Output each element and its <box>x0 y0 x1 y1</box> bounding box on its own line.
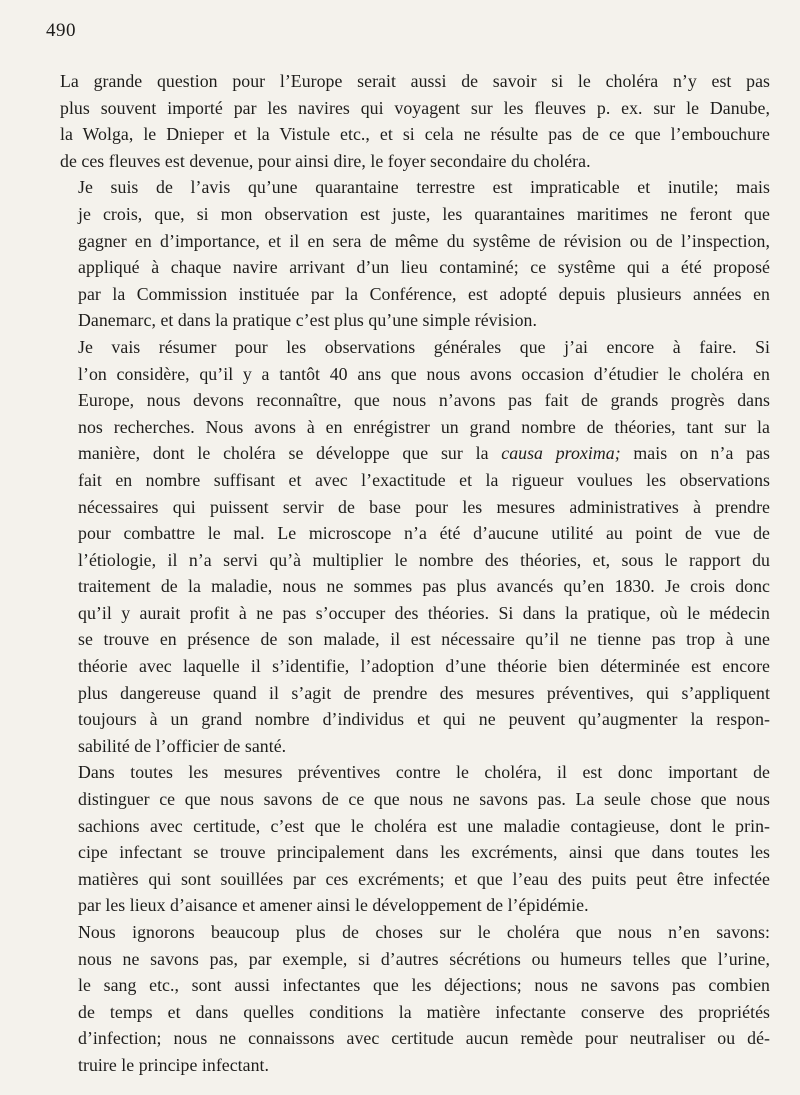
paragraph-5 <box>52 919 770 1079</box>
text-body <box>52 68 770 1079</box>
text-line-with-emphasis <box>52 440 770 467</box>
text-line: La grande question pour l’Europe serait aussi de savoir si le choléra n’y est pas <box>60 71 770 91</box>
page-number: 490 <box>46 20 76 41</box>
text-line: traitement de la maladie, nous ne sommes pas plus avancés qu’en 1830. Je crois donc <box>78 576 770 597</box>
text-line: le sang etc., sont aussi infectantes que les déjections; nous ne savons pas combien <box>78 975 770 996</box>
paragraph-2 <box>52 174 770 334</box>
text-line: l’étiologie, il n’a servi qu’à multiplier le nombre des théories, et, sous le rapport du <box>78 549 770 570</box>
text-line: se trouve en présence de son malade, il est nécessaire qu’il ne tienne pas trop à une <box>78 629 770 650</box>
text-line: qu’il y aurait profit à ne pas s’occuper des théories. Si dans la pratique, où le médecin <box>78 602 770 623</box>
text-line: théorie avec laquelle il s’identifie, l’adoption d’une théorie bien déterminée est encore <box>78 656 770 677</box>
text-line: appliqué à chaque navire arrivant d’un lieu contaminé; ce systême qui a été proposé <box>78 257 770 278</box>
paragraph-3 <box>52 334 770 760</box>
text-line: Dans toutes les mesures préventives contre le choléra, il est donc important de <box>78 762 770 783</box>
text-line: la Wolga, le Dnieper et la Vistule etc., et si cela ne résulte pas de ce que l’embouchure <box>60 124 770 145</box>
text-line: nos recherches. Nous avons à en enrégistrer un grand nombre de théories, tant sur la <box>78 416 770 437</box>
text-line: distinguer ce que nous savons de ce que nous ne savons pas. La seule chose que nous <box>78 789 770 810</box>
text-line: Danemarc, et dans la pratique c’est plus qu’une simple révision. <box>78 310 537 331</box>
text-line: plus souvent importé par les navires qui voyagent sur les fleuves p. ex. sur le Danube, <box>60 97 770 118</box>
text-line: l’on considère, qu’il y a tantôt 40 ans que nous avons occasion d’étudier le choléra en <box>78 363 770 384</box>
text-line: Je suis de l’avis qu’une quarantaine terrestre est impraticable et inutile; mais <box>78 177 770 198</box>
text-line: truire le principe infectant. <box>78 1054 270 1075</box>
emphasis-causa-proxima: causa proxima; <box>501 443 621 464</box>
text-segment: manière, dont le choléra se développe que sur la <box>78 443 502 464</box>
paragraph-4 <box>52 759 770 919</box>
text-line: gagner en d’importance, et il en sera de même du systême de révision ou de l’inspection, <box>78 230 770 251</box>
text-line: sachions avec certitude, c’est que le choléra est une maladie contagieuse, dont le prin- <box>78 815 770 836</box>
text-line: matières qui sont souillées par ces excréments; et que l’eau des puits peut être infectée <box>78 868 770 889</box>
text-line: par la Commission instituée par la Conférence, est adopté depuis plusieurs années en <box>78 283 770 304</box>
paragraph-1 <box>52 68 770 174</box>
text-line: Nous ignorons beaucoup plus de choses sur le choléra que nous n’en savons: <box>78 922 770 942</box>
text-line: je crois, que, si mon observation est juste, les quarantaines maritimes ne feront que <box>78 203 770 224</box>
text-line: d’infection; nous ne connaissons avec certitude aucun remède pour neutraliser ou dé- <box>78 1028 770 1049</box>
text-line: de temps et dans quelles conditions la matière infectante conserve des propriétés <box>78 1001 770 1022</box>
text-line: cipe infectant se trouve principalement dans les excréments, ainsi que dans toutes les <box>78 842 770 863</box>
text-line: de ces fleuves est devenue, pour ainsi dire, le foyer secondaire du choléra. <box>60 150 591 171</box>
text-line: nous ne savons pas, par exemple, si d’autres sécrétions ou humeurs telles que l’urine, <box>78 948 770 969</box>
text-line: par les lieux d’aisance et amener ainsi le développement de l’épidémie. <box>78 895 589 916</box>
text-line: plus dangereuse quand il s’agit de prendre des mesures préventives, qui s’appliquent <box>78 682 770 703</box>
text-line: toujours à un grand nombre d’individus et qui ne peuvent qu’augmenter la respon- <box>78 709 770 730</box>
text-line: Europe, nous devons reconnaître, que nous n’avons pas fait de grands progrès dans <box>78 390 770 411</box>
text-segment: mais on n’a pas <box>620 443 771 464</box>
text-line: Je vais résumer pour les observations générales que j’ai encore à faire. Si <box>78 336 770 357</box>
text-line: nécessaires qui puissent servir de base pour les mesures administratives à prendre <box>78 496 770 517</box>
text-line: pour combattre le mal. Le microscope n’a été d’aucune utilité au point de vue de <box>78 523 770 544</box>
text-line: sabilité de l’officier de santé. <box>78 735 287 756</box>
text-line: fait en nombre suffisant et avec l’exactitude et la rigueur voulues les observations <box>78 469 770 490</box>
